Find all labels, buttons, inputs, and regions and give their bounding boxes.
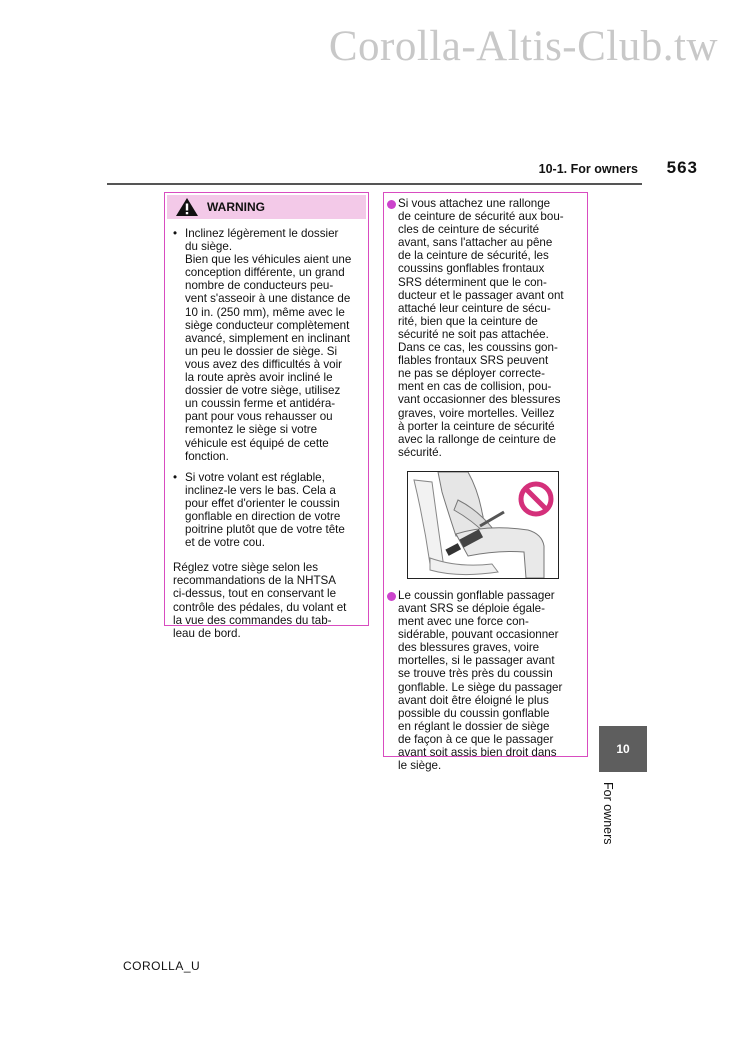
caution-item-1 <box>387 197 579 459</box>
watermark: Corolla-Altis-Club.tw <box>328 23 718 70</box>
warning-paragraph: Réglez votre siège selon les recommandations de la NHTSA ci-dessus, tout en conservant le contrôle des pédales, du volant et la vue des commandes du tab- leau de bord. <box>173 561 347 640</box>
header-rule <box>107 183 642 185</box>
footer-model-code: COROLLA_U <box>123 959 201 973</box>
caution-item-text: Le coussin gonflable passager avant SRS se déploie égale- ment avec une force con- sidérable, pouvant occasionner des blessures graves, voire mortelles, si le passager avant se trouve très près du coussin gonflable. Le siège du passager avant doit être éloigné le plus possible du coussin gonflable en réglant le dossier de siège de façon à ce que le passager avant soit assis bien droit dans le siège. <box>398 588 563 773</box>
warning-box <box>164 192 369 640</box>
chapter-label: For owners <box>601 782 615 845</box>
warning-title: WARNING <box>207 200 265 214</box>
warning-triangle-icon <box>175 197 199 217</box>
page-number: 563 <box>666 158 698 177</box>
bullet-text: Si votre volant est réglable, inclinez-le vers le bas. Cela a pour effet d'orienter le coussin gonflable en direction de votre poitrine plutôt que de votre tête et de votre cou. <box>185 470 345 550</box>
bullet-dot-icon <box>387 200 396 209</box>
caution-box <box>383 192 588 773</box>
bullet-marker: • <box>173 227 178 240</box>
caution-item-2 <box>387 589 579 772</box>
bullet-dot-icon <box>387 592 396 601</box>
chapter-tab[interactable]: 10 <box>599 726 647 772</box>
warning-bullet-1 <box>173 227 358 463</box>
caution-item-text: Si vous attachez une rallonge de ceinture de sécurité aux bou- cles de ceinture de sécurité avant, sans l'attacher au pêne de la ceinture de sécurité, les coussins gonflables frontaux SRS déterminent que le con- ducteur et le passager avant ont attaché leur ceinture de sécu- rité, bien que la ceinture de sécurité ne soit pas attachée. Dans ce cas, les coussins gon- flables frontaux SRS peuvent ne pas se déployer correcte- ment en cas de collision, pou- vant occasionner des blessures graves, voire mortelles. Veillez à porter la ceinture de sécurité avec la rallonge de ceinture de sécurité. <box>398 197 564 459</box>
seat-illustration <box>407 471 559 579</box>
warning-bullet-2 <box>173 471 358 550</box>
section-header: 10-1. For owners <box>538 162 638 176</box>
bullet-marker: • <box>173 470 178 484</box>
warning-header <box>167 195 366 219</box>
bullet-text: Inclinez légèrement le dossier du siège. Bien que les véhicules aient une conception différente, un grand nombre de conducteurs peu- vent s'asseoir à une distance de 10 in. (250 mm), même avec le siège conducteur complètement avancé, simplement en inclinant un peu le dossier de siège. Si vous avez des difficultés à voir la route après avoir incliné le dossier de votre siège, utilisez un coussin ferme et antidéra- pant pour vous rehausser ou remontez le siège si votre véhicule est équipé de cette fonction. <box>185 227 352 463</box>
